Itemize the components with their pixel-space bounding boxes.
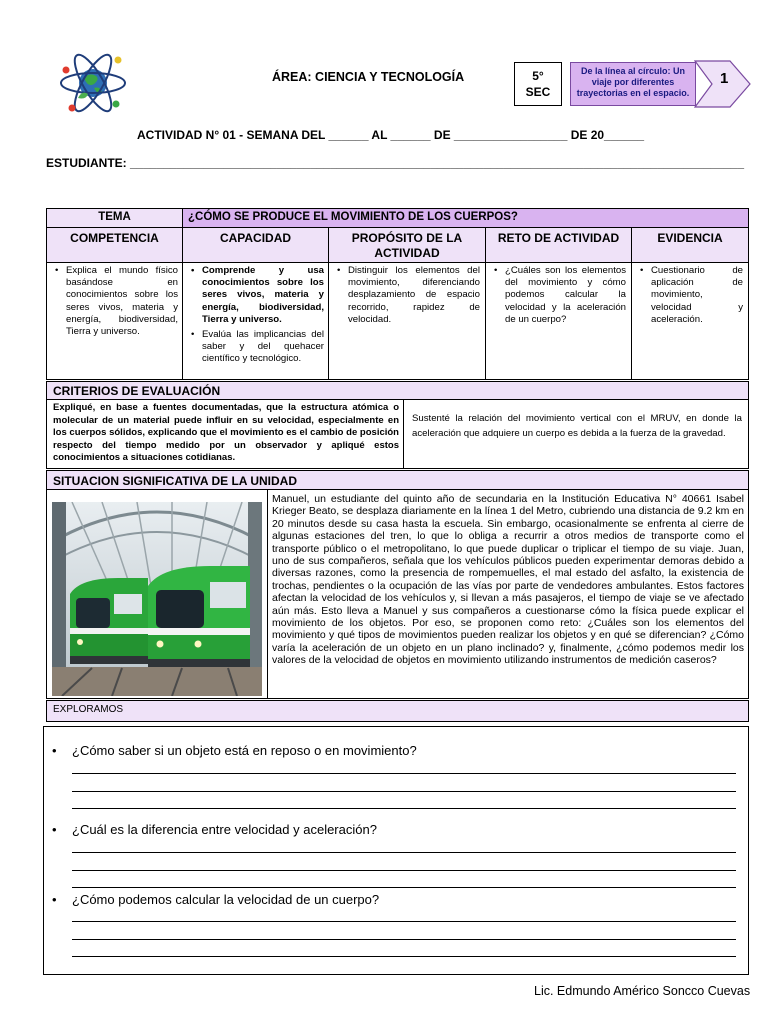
header-capacidad: CAPACIDAD — [182, 227, 329, 263]
capacidad-text-1: • Comprende y usa conocimientos sobre los seres vivos, materia y energía, biodiversidad, Tierra y universo. — [202, 265, 324, 326]
capacidad-text-2: • Evalúa las implicancias del saber y del quehacer científico y tecnológico. — [202, 329, 324, 366]
answer-line[interactable] — [72, 921, 736, 922]
question-bullet-1: • — [52, 743, 57, 758]
evidencia-text: • Cuestionario de aplicación de movimiento, velocidad y aceleración. — [651, 265, 743, 326]
criterios-title: CRITERIOS DE EVALUACIÓN — [46, 381, 749, 400]
reto-cell — [485, 262, 632, 380]
tema-value: ¿CÓMO SE PRODUCE EL MOVIMIENTO DE LOS CUERPOS? — [182, 208, 749, 228]
situacion-text: Manuel, un estudiante del quinto año de secundaria en la Institución Educativa N° 40661 Isabel Krieger Beato, se desplaza diariamente en la línea 1 del Metro, cubriendo una distancia de 9.2 km en 20 minutos desde su casa hasta la escuela. Sin embargo, ocasionalmente se enfrenta al cierre de algunas estaciones del tren, lo que lo obliga a recurrir a otros medios de transporte como el transporte público o el metropolitano, lo que puede duplicar o triplicar el tiempo de su viaje. Juan, uno de sus compañeros, señala que los vehículos públicos pueden experimentar demoras debido a diversas razones, como la presencia de rompemuelles, el mal estado del asfalto, la existencia de trochas, pendientes o la ocupación de las vías por parte de vendedores ambulantes. Estos factores afectan la velocidad de los vehículos y, si llevan a más pasajeros, el tiempo de viaje se ve afectado aún más. Esto lleva a Manuel y sus compañeros a cuestionarse cómo la física puede explicar el movimiento de los objetos. Por eso, se proponen como reto: ¿Cuáles son los elementos del movimiento y qué tipos de movimientos pueden realizar los objetos y en qué se diferencian? ¿Cómo varía la aceleración de un objeto en un plano inclinado? y, finalmente, ¿cómo podemos medir los valores de la velocidad de objetos en movimiento utilizando instrumentos de medición caseros? — [272, 493, 744, 667]
exploramos-title: EXPLORAMOS — [46, 700, 749, 722]
question-bullet-3: • — [52, 892, 57, 907]
tema-label: TEMA — [46, 208, 183, 228]
answer-line[interactable] — [72, 773, 736, 774]
criterios-right: Sustenté la relación del movimiento vertical con el MRUV, en donde la aceleración que adquiere un cuerpo es debida a la fuerza de la gravedad. — [403, 399, 749, 469]
exploramos-box — [43, 726, 749, 975]
activity-line: ACTIVIDAD N° 01 - SEMANA DEL ______ AL ______ DE _________________ DE 20______ — [137, 128, 645, 142]
unit-title-box — [570, 62, 696, 106]
answer-line[interactable] — [72, 791, 736, 792]
grade-value: 5° — [532, 69, 544, 83]
criterios-left: Expliqué, en base a fuentes documentadas, que la estructura atómica o molecular de un material puede influir en su velocidad, especialmente en los cuerpos sólidos, explicando que el movimiento es el cambio de posición respecto del tiempo medido por un observador y apliqué estos conocimientos a situaciones cotidianas. — [46, 399, 404, 469]
competencia-cell — [46, 262, 183, 380]
situacion-title: SITUACION SIGNIFICATIVA DE LA UNIDAD — [46, 470, 749, 490]
answer-line[interactable] — [72, 808, 736, 809]
proposito-cell — [328, 262, 486, 380]
header-competencia: COMPETENCIA — [46, 227, 183, 263]
question-bullet-2: • — [52, 822, 57, 837]
capacidad-cell — [182, 262, 329, 380]
unit-title: De la línea al círculo: Un viaje por diferentes trayectorias en el espacio. — [576, 66, 690, 98]
answer-line[interactable] — [72, 956, 736, 957]
atom-globe-icon — [58, 48, 128, 118]
answer-line[interactable] — [72, 852, 736, 853]
grade-box — [514, 62, 562, 106]
level-value: SEC — [525, 85, 551, 99]
footer-author: Lic. Edmundo Américo Soncco Cuevas — [534, 984, 751, 998]
question-1: ¿Cómo saber si un objeto está en reposo o en movimiento? — [72, 743, 417, 758]
unit-number: 1 — [720, 70, 729, 87]
competencia-text: • Explica el mundo físico basándose en conocimientos sobre los seres vivos, materia y energía, biodiversidad, Tierra y universo. — [66, 265, 178, 338]
area-title: ÁREA: CIENCIA Y TECNOLOGÍA — [272, 70, 465, 84]
metro-train-image — [52, 502, 262, 696]
question-3: ¿Cómo podemos calcular la velocidad de un cuerpo? — [72, 892, 380, 907]
question-2: ¿Cuál es la diferencia entre velocidad y aceleración? — [72, 822, 377, 837]
answer-line[interactable] — [72, 887, 736, 888]
header-evidencia: EVIDENCIA — [631, 227, 749, 263]
header-reto: RETO DE ACTIVIDAD — [485, 227, 632, 263]
header-proposito: PROPÓSITO DE LA ACTIVIDAD — [328, 227, 486, 263]
answer-line[interactable] — [72, 870, 736, 871]
situacion-divider — [267, 489, 268, 699]
reto-text: • ¿Cuáles son los elementos del movimiento y cómo podemos calcular la velocidad y la aceleración de un cuerpo? — [505, 265, 626, 326]
proposito-text: • Distinguir los elementos del movimiento, diferenciando desplazamiento de espacio recorrido, rapidez de velocidad. — [348, 265, 480, 326]
evidencia-cell — [631, 262, 749, 380]
science-logo — [58, 48, 128, 118]
metro-train-illustration — [52, 502, 262, 696]
student-line: ESTUDIANTE: ____________________________________________________________________________________________ — [46, 156, 744, 170]
answer-line[interactable] — [72, 939, 736, 940]
